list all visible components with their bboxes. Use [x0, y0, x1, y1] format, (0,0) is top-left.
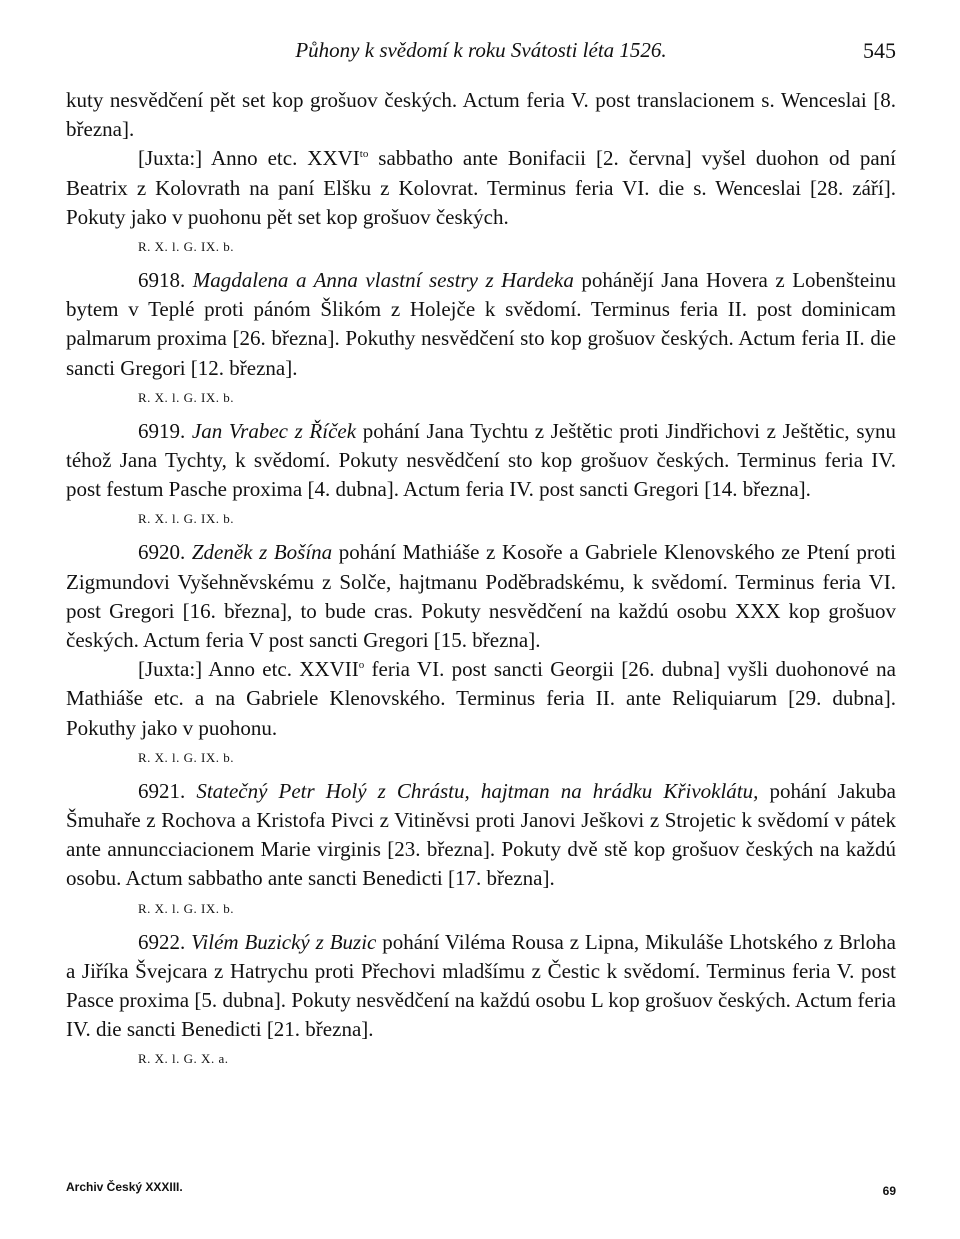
entry-text: pohání Viléma Rousa z Lipna, Mikuláše Lhotského z Brloha a Jiříka Švejcara z Hatrychu proti Přechovi mladšímu z Čestic k svědomí. Terminus feria V. post Pasce proxima [5. dubna]. Pokuty nesvědčení na každú osobu L kop grošuov českých. Actum feria IV. die sancti Benedicti [21. března].	[66, 929, 896, 1042]
entry-party-name: Statečný Petr Holý z Chrástu, hajtman na hrádku Křivoklátu,	[196, 778, 759, 803]
juxta-superscript: to	[359, 148, 369, 161]
entry-text: pohání Mathiáše z Kosoře a Gabriele Klenovského ze Ptení proti Zigmundovi Vyšehněvskému z Solče, hajtmanu Poděbradskému, k svědomí. Terminus feria VI. post Gregori [16. března], to bude cras. Pokuty nesvědčení na každú osobu XXX kop grošuov českých. Actum feria V post sancti Gregori [15. března].	[66, 540, 897, 653]
entry-party-name: Magdalena a Anna vlastní sestry z Hardeka	[192, 268, 574, 293]
entry-party-name: Jan Vrabec z Říček	[191, 418, 357, 443]
archival-signature: R. X. l. G. IX. b.	[138, 749, 235, 765]
entry-paragraph	[66, 777, 896, 894]
page-number: 545	[863, 38, 896, 63]
entry-number: 6919.	[138, 418, 186, 443]
entry-party-name: Vilém Buzický z Buzic	[191, 929, 377, 954]
archival-signature: R. X. l. G. IX. b.	[138, 389, 235, 405]
juxta-superscript: o	[358, 659, 365, 672]
entry-paragraph	[66, 928, 896, 1045]
archival-signature: R. X. l. G. IX. b.	[138, 239, 235, 255]
juxta-paragraph	[66, 655, 896, 743]
entry-party-name: Zdeněk z Bošína	[191, 540, 333, 565]
juxta-text-b: feria VI. post sancti Georgii [26. dubna] vyšli duohonové na Mathiáše etc. a na Gabriele Klenovského. Terminus feria II. ante Reliquiarum [29. dubna]. Pokuthy jako v puohonu.	[66, 657, 896, 740]
entry-number: 6920.	[138, 540, 186, 565]
entry-6920	[66, 538, 896, 768]
page-footer	[66, 1180, 896, 1204]
archival-signature: R. X. l. G. IX. b.	[138, 900, 235, 916]
page-header	[66, 38, 896, 68]
entry-text: pohání Jakuba Šmuhaře z Rochova a Kristofa Pivci z Vitiněvsi proti Janovi Ješkovi z Strojetic k svědomí v pátek ante annuncciacionem Marie virginis [23. března]. Pokuty dvě stě kop grošuov českých na každú osobu. Actum sabbatho ante sancti Benedicti [17. března].	[66, 778, 896, 891]
entry-paragraph	[66, 417, 896, 505]
juxta-paragraph	[66, 144, 896, 232]
archival-signature: R. X. l. G. X. a.	[138, 1051, 229, 1067]
entry-number: 6922.	[138, 929, 186, 954]
entry-6919	[66, 417, 896, 531]
entry-paragraph	[66, 538, 896, 655]
sheet-number: 69	[882, 1184, 896, 1198]
entry-text: pohánějí Jana Hovera z Lobenšteinu bytem v Teplé proti pánóm Šlikóm z Holejče k svědomí. Terminus feria II. post dominicam palmarum proxima [26. března]. Pokuthy nesvědčení sto kop grošuov českých. Actum feria II. die sancti Gregori [12. března].	[66, 268, 897, 380]
juxta-text-a: [Juxta:] Anno etc. XXVI	[138, 146, 360, 171]
entry-text: pohání Jana Tychtu z Ještětic proti Jindřichovi z Ještětic, synu téhož Jana Tychty, k svědomí. Pokuty nesvědčení sto kop grošuov českých. Terminus feria IV. post festum Pasche proxima [4. dubna]. Actum feria IV. post sancti Gregori [14. března].	[66, 418, 897, 502]
archive-volume-label: Archiv Český XXXIII.	[66, 1180, 183, 1194]
entry-6918	[66, 266, 896, 409]
page-body	[66, 86, 896, 1070]
juxta-text-b: sabbatho ante Bonifacii [2. června] vyšel duohon od paní Beatrix z Kolovrath na paní Elšku z Kolovrat. Terminus feria VI. die s. Wenceslai [28. září]. Pokuty jako v puohonu pět set kop grošuov českých.	[66, 146, 896, 229]
entry-paragraph	[66, 266, 896, 383]
archival-signature: R. X. l. G. IX. b.	[138, 511, 235, 527]
entry-6921	[66, 777, 896, 920]
continued-paragraph: kuty nesvědčení pět set kop grošuov českých. Actum feria V. post translacionem s. Wenceslai [8. března].	[66, 88, 896, 142]
running-title: Půhony k svědomí k roku Svátosti léta 1526.	[295, 38, 667, 62]
juxta-text-a: [Juxta:] Anno etc. XXVII	[138, 657, 359, 682]
entry-number: 6918.	[138, 268, 186, 293]
entry-6922	[66, 928, 896, 1071]
entry-number: 6921.	[138, 778, 186, 803]
